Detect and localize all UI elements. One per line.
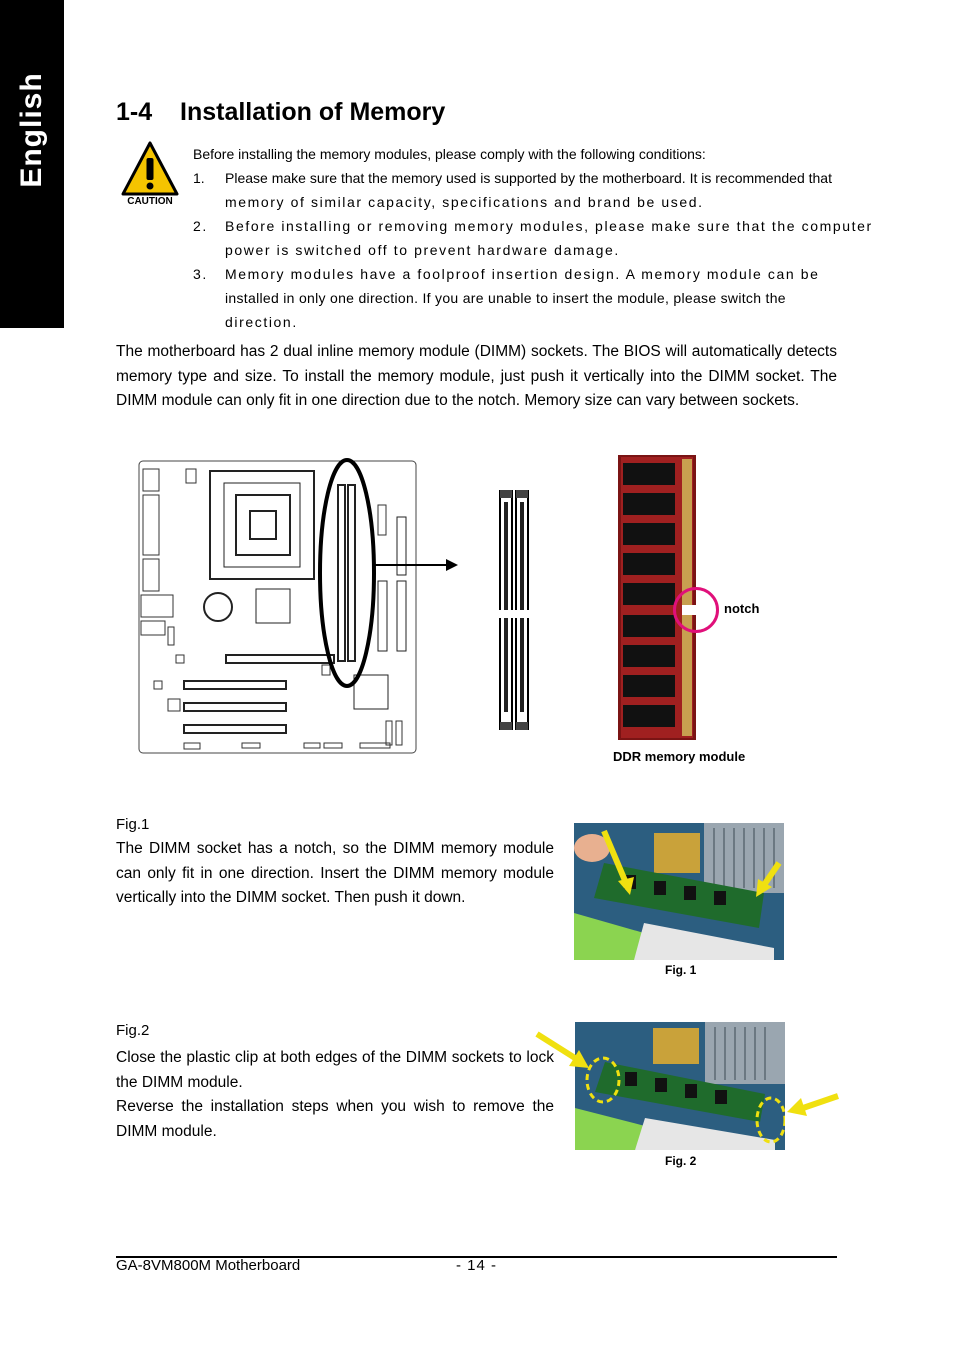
module-label: DDR memory module [613, 749, 746, 764]
caution-item-2-line1: Before installing or removing memory modules, please make sure that the computer [225, 218, 873, 234]
notch-label: notch [724, 601, 760, 616]
fig2-right-arrow-icon [785, 1092, 840, 1122]
page-number: - 14 - [456, 1257, 498, 1274]
caution-item-1-line1: Please make sure that the memory used is supported by the motherboard. It is recommended that [225, 170, 832, 186]
fig1-heading: Fig.1 [116, 816, 150, 833]
fig2-text-2: Reverse the installation steps when you wish to remove the DIMM module. [116, 1098, 554, 1140]
notch-highlight-circle [673, 587, 719, 633]
fig1-caption: Fig. 1 [665, 963, 697, 977]
footer-model: GA-8VM800M Motherboard [116, 1257, 301, 1274]
fig2-left-arrow-icon [535, 1030, 595, 1075]
section-title [116, 98, 445, 127]
fig2-photo [575, 1022, 785, 1150]
caution-item-1-line2: memory of similar capacity, specifications and brand be used. [225, 194, 704, 210]
caution-item-2-num: 2. [193, 218, 208, 234]
caution-item-1-num: 1. [193, 170, 205, 186]
fig2-heading: Fig.2 [116, 1022, 150, 1039]
caution-item-3-line1: Memory modules have a foolproof insertion design. A memory module can be [225, 266, 820, 282]
language-tab [0, 0, 64, 328]
fig1-text: The DIMM socket has a notch, so the DIMM memory module can only fit in one direction. Insert the DIMM memory module vertically into the DIMM socket. Then push it down. [116, 840, 554, 906]
motherboard-diagram [138, 455, 460, 755]
caution-item-3-num: 3. [193, 266, 208, 282]
caution-label: CAUTION [127, 196, 173, 207]
fig1-photo [574, 823, 784, 960]
caution-intro: Before installing the memory modules, please comply with the following conditions: [193, 146, 706, 162]
section-number: 1-4 [116, 98, 153, 126]
caution-item-2-line2: power is switched off to prevent hardware damage. [225, 242, 620, 258]
language-tab-label: English [15, 72, 48, 188]
caution-item-3-line2: installed in only one direction. If you are unable to insert the module, please switch the [225, 290, 786, 306]
fig2-text-1: Close the plastic clip at both edges of the DIMM sockets to lock the DIMM module. [116, 1049, 554, 1091]
fig2-caption: Fig. 2 [665, 1154, 697, 1168]
dimm-socket-illustration [498, 490, 530, 730]
section-title-text: Installation of Memory [180, 98, 446, 126]
intro-paragraph: The motherboard has 2 dual inline memory module (DIMM) sockets. The BIOS will automatically detects memory type and size. To install the memory module, just push it vertically into the DIMM socket. The DIMM module can only fit in one direction due to the notch. Memory size can vary between sockets. [116, 343, 837, 409]
caution-item-3-line3: direction. [225, 314, 298, 330]
